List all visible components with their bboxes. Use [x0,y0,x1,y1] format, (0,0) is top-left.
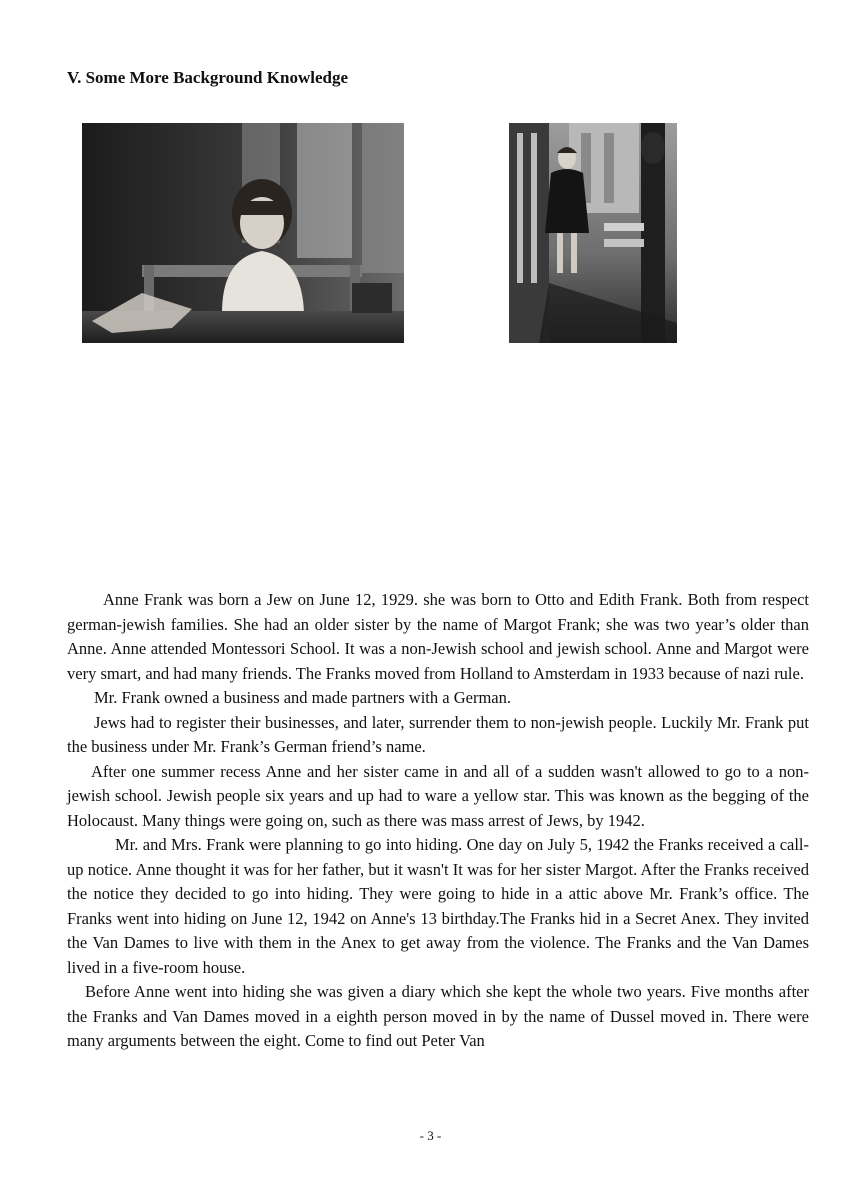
paragraph-2: Mr. Frank owned a business and made partners with a German. [94,688,511,707]
paragraph-6: Before Anne went into hiding she was given a diary which she kept the whole two years. Five months after the Franks and Van Dames moved in a eighth person moved in by the name of Dussel moved in. There were many arguments between the eight. Come to find out Peter Van [67,982,809,1050]
body-text [67,588,809,1054]
photo-girl-on-street [509,123,677,343]
photo-girl-at-table [82,123,404,343]
paragraph-3: Jews had to register their businesses, and later, surrender them to non-jewish people. Luckily Mr. Frank put the business under Mr. Frank’s German friend’s name. [67,712,809,756]
page-number: - 3 - [419,1128,442,1143]
paragraph-5: Mr. and Mrs. Frank were planning to go into hiding. One day on July 5, 1942 the Franks received a call-up notice. Anne thought it was for her father, but it wasn't It was for her sister Margot. After the Franks received the notice they decided to go into hiding. They were going to hide in a attic above Mr. Frank’s office. The Franks went into hiding on June 12, 1942 on Anne's 13 birthday.The Franks hid in a Secret Anex. They invited the Van Dames to live with them in the Anex to get away from the violence. The Franks and the Van Dames lived in a five-room house. [67,835,809,977]
paragraph-1: Anne Frank was born a Jew on June 12, 1929. she was born to Otto and Edith Frank. Both from respect german-jewish families. She had an older sister by the name of Margot Frank; she was two year’s older than Anne. Anne attended Montessori School. It was a non-Jewish school and jewish school. Anne and Margot were very smart, and had many friends. The Franks moved from Holland to Amsterdam in 1933 because of nazi rule. [67,590,809,683]
paragraph-4: After one summer recess Anne and her sister came in and all of a sudden wasn't allowed to go to a non-jewish school. Jewish people six years and up had to ware a yellow star. This was known as the begging of the Holocaust. Many things were going on, such as there was mass arrest of Jews, by 1942. [67,761,809,830]
section-heading: V. Some More Background Knowledge [67,68,348,87]
